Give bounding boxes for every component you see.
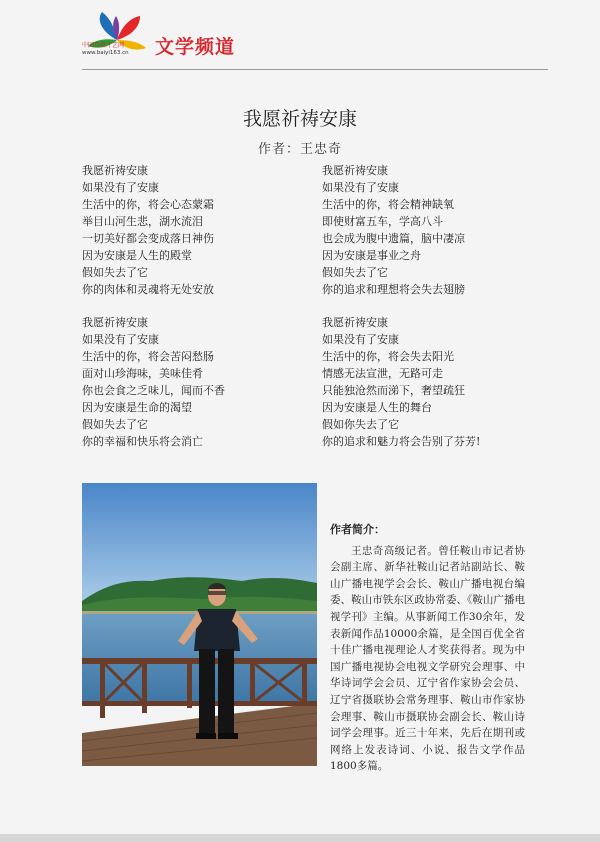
poem-line: 你也会食之乏味儿，闻而不香: [82, 384, 225, 397]
logo-site-name: 中国百姓才艺网: [82, 42, 125, 49]
poem-line: 如果没有了安康: [322, 333, 399, 346]
poem-line: 如果没有了安康: [82, 181, 159, 194]
article-title: 我愿祈祷安康: [242, 108, 357, 130]
bio-title: 作者简介：: [330, 523, 385, 536]
poem-line: 情感无法宣泄，无路可走: [322, 367, 443, 380]
poem-line: 因为安康是人生的舞台: [322, 401, 432, 414]
article-author: 作者：王忠奇: [257, 142, 342, 157]
poem-column-left: [82, 162, 302, 466]
poem-stanza: [82, 162, 302, 298]
poem-stanza: [322, 162, 552, 298]
header-divider: [82, 69, 548, 70]
poem-line: 生活中的你，将会失去阳光: [322, 350, 454, 363]
bio-text: 王忠奇高级记者。曾任鞍山市记者协会副主席、新华社鞍山记者站副站长、鞍山广播电视学会会长、鞍山广播电视台编委、鞍山市铁东区政协常委、《鞍山广播电视学刊》主编。从事新闻工作30余年，发表新闻作品10000余篇，是全国百优全省十佳广播电视理论人才奖获得者。现为中国广播电视协会电视文学研究会理事、中华诗词学会会员、辽宁省作家协会会员、辽宁省摄联协会常务理事、鞍山市作家协会理事、鞍山市摄联协会副会长、鞍山诗词学会理事。近三十年来，先后在期刊或网络上发表诗词、小说、报告文学作品1800多篇。: [330, 544, 525, 773]
poem-line: 我愿祈祷安康: [322, 316, 388, 329]
poem-line: 你的幸福和快乐将会消亡: [82, 435, 203, 448]
poem-line: 只能独沧然而涕下，奢望疏狂: [322, 384, 465, 397]
poem-line: 生活中的你，将会精神缺氧: [322, 198, 454, 211]
poem-line: 生活中的你，将会心态蒙霜: [82, 198, 214, 211]
poem-line: 如果没有了安康: [322, 181, 399, 194]
page-header: [0, 0, 600, 70]
poem-line: 如果没有了安康: [82, 333, 159, 346]
poem-line: 假如你失去了它: [322, 418, 399, 431]
poem-line: 你的追求和理想将会失去翅膀: [322, 283, 465, 296]
bottom-scroll-edge: [0, 834, 600, 842]
poem-stanza: [322, 314, 552, 450]
channel-title: 文学频道: [155, 36, 236, 58]
poem-line: 因为安康是人生的殿堂: [82, 249, 192, 262]
poem-line: 我愿祈祷安康: [322, 164, 388, 177]
logo-site-url: www.baiyi163.cn: [82, 50, 129, 56]
poem-line: 假如失去了它: [82, 266, 148, 279]
poem-line: 面对山珍海味，美味佳肴: [82, 367, 203, 380]
poem-line: 生活中的你，将会苦闷愁肠: [82, 350, 214, 363]
poem-stanza: [82, 314, 302, 450]
poem-line: 我愿祈祷安康: [82, 164, 148, 177]
author-bio: [330, 522, 525, 775]
poem-line: 假如失去了它: [322, 266, 388, 279]
poem-line: 你的追求和魅力将会告别了芬芳!: [322, 435, 481, 448]
poem-line: 假如失去了它: [82, 418, 148, 431]
poem-line: 因为安康是事业之舟: [322, 249, 421, 262]
poem-line: 举目山河生悲，湖水流泪: [82, 215, 203, 228]
author-photo: [82, 483, 317, 766]
poem-line: 即使财富五车，学高八斗: [322, 215, 443, 228]
poem-line: 你的肉体和灵魂将无处安放: [82, 283, 214, 296]
poem-line: 也会成为腹中遗篇，脑中凄凉: [322, 232, 465, 245]
poem-line: 一切美好都会变成落日神伤: [82, 232, 214, 245]
poem-line: 我愿祈祷安康: [82, 316, 148, 329]
poem-column-right: [322, 162, 552, 466]
poem-line: 因为安康是生命的渴望: [82, 401, 192, 414]
